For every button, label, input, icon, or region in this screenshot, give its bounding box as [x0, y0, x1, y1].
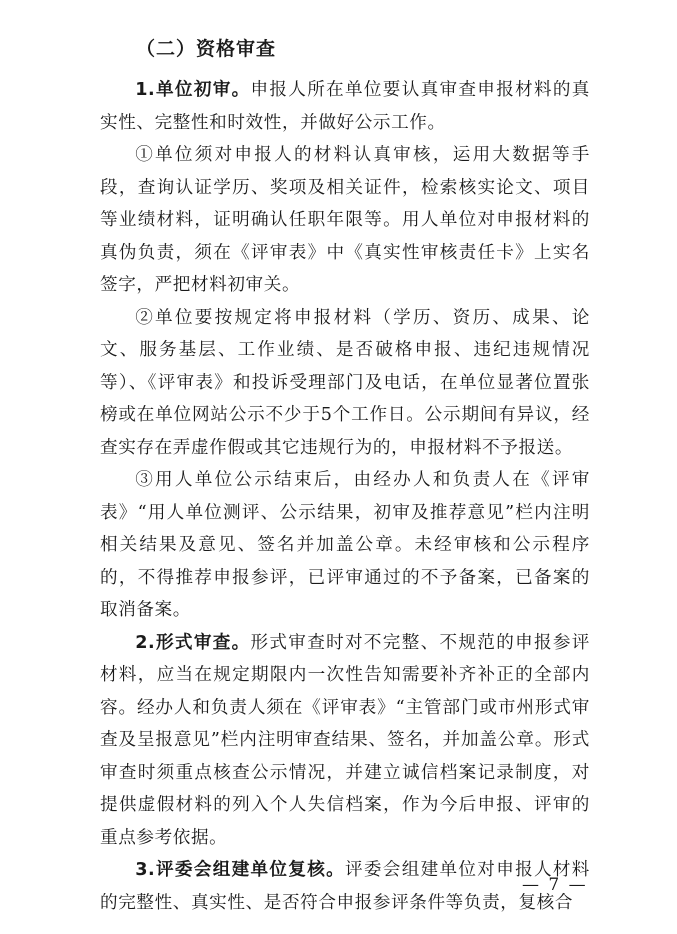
paragraph-text: ②单位要按规定将申报材料（学历、资历、成果、论文、服务基层、工作业绩、是否破格申报、违纪违规情况等）、《评审表》和投诉受理部门及电话，在单位显著位置张榜或在单位网站公示不少于5个工作日。公示期间有异议，经查实存在弄虚作假或其它违规行为的，申报材料不予报送。 — [100, 307, 590, 458]
paragraph-lead: 1.单位初审。 — [135, 80, 251, 100]
paragraph-item-3 — [100, 464, 590, 627]
paragraph-formal-review — [100, 627, 590, 855]
paragraph-text: 申报人所在单位要认真审查申报材料的真实性、完整性和时效性，并做好公示工作。 — [100, 80, 590, 133]
paragraph-text: ①单位须对申报人的材料认真审核，运用大数据等手段，查询认证学历、奖项及相关证件，检索核实论文、项目等业绩材料，证明确认任职年限等。用人单位对申报材料的真伪负责，须在《评审表》中《真实性审核责任卡》上实名签字，严把材料初审关。 — [100, 145, 590, 295]
paragraph-lead: 3.评委会组建单位复核。 — [135, 860, 346, 880]
paragraph-text: ③用人单位公示结束后，由经办人和负责人在《评审表》“用人单位测评、公示结果，初审及推荐意见”栏内注明相关结果及意见、签名并加盖公章。未经审核和公示程序的，不得推荐申报参评，已评审通过的不予备案，已备案的取消备案。 — [100, 470, 590, 620]
paragraph-lead: 2.形式审查。 — [135, 632, 251, 653]
paragraph-committee-recheck — [100, 854, 590, 919]
body-text — [100, 74, 590, 919]
paragraph-item-2 — [100, 302, 590, 465]
paragraph-text: 评委会组建单位对申报人材料的完整性、真实性、是否符合申报参评条件等负责，复核合 — [100, 860, 590, 913]
paragraph-text: 形式审查时对不完整、不规范的申报参评材料，应当在规定期限内一次性告知需要补齐补正的全部内容。经办人和负责人须在《评审表》“主管部门或市州形式审查及呈报意见”栏内注明审查结果、签名，并加盖公章。形式审查时须重点核查公示情况，并建立诚信档案记录制度，对提供虚假材料的列入个人失信档案，作为今后申报、评审的重点参考依据。 — [100, 632, 590, 848]
paragraph-unit-preliminary-review — [100, 74, 590, 139]
paragraph-item-1 — [100, 139, 590, 302]
page-number: — 7 — — [522, 875, 588, 895]
section-heading: （二）资格审查 — [136, 38, 277, 60]
